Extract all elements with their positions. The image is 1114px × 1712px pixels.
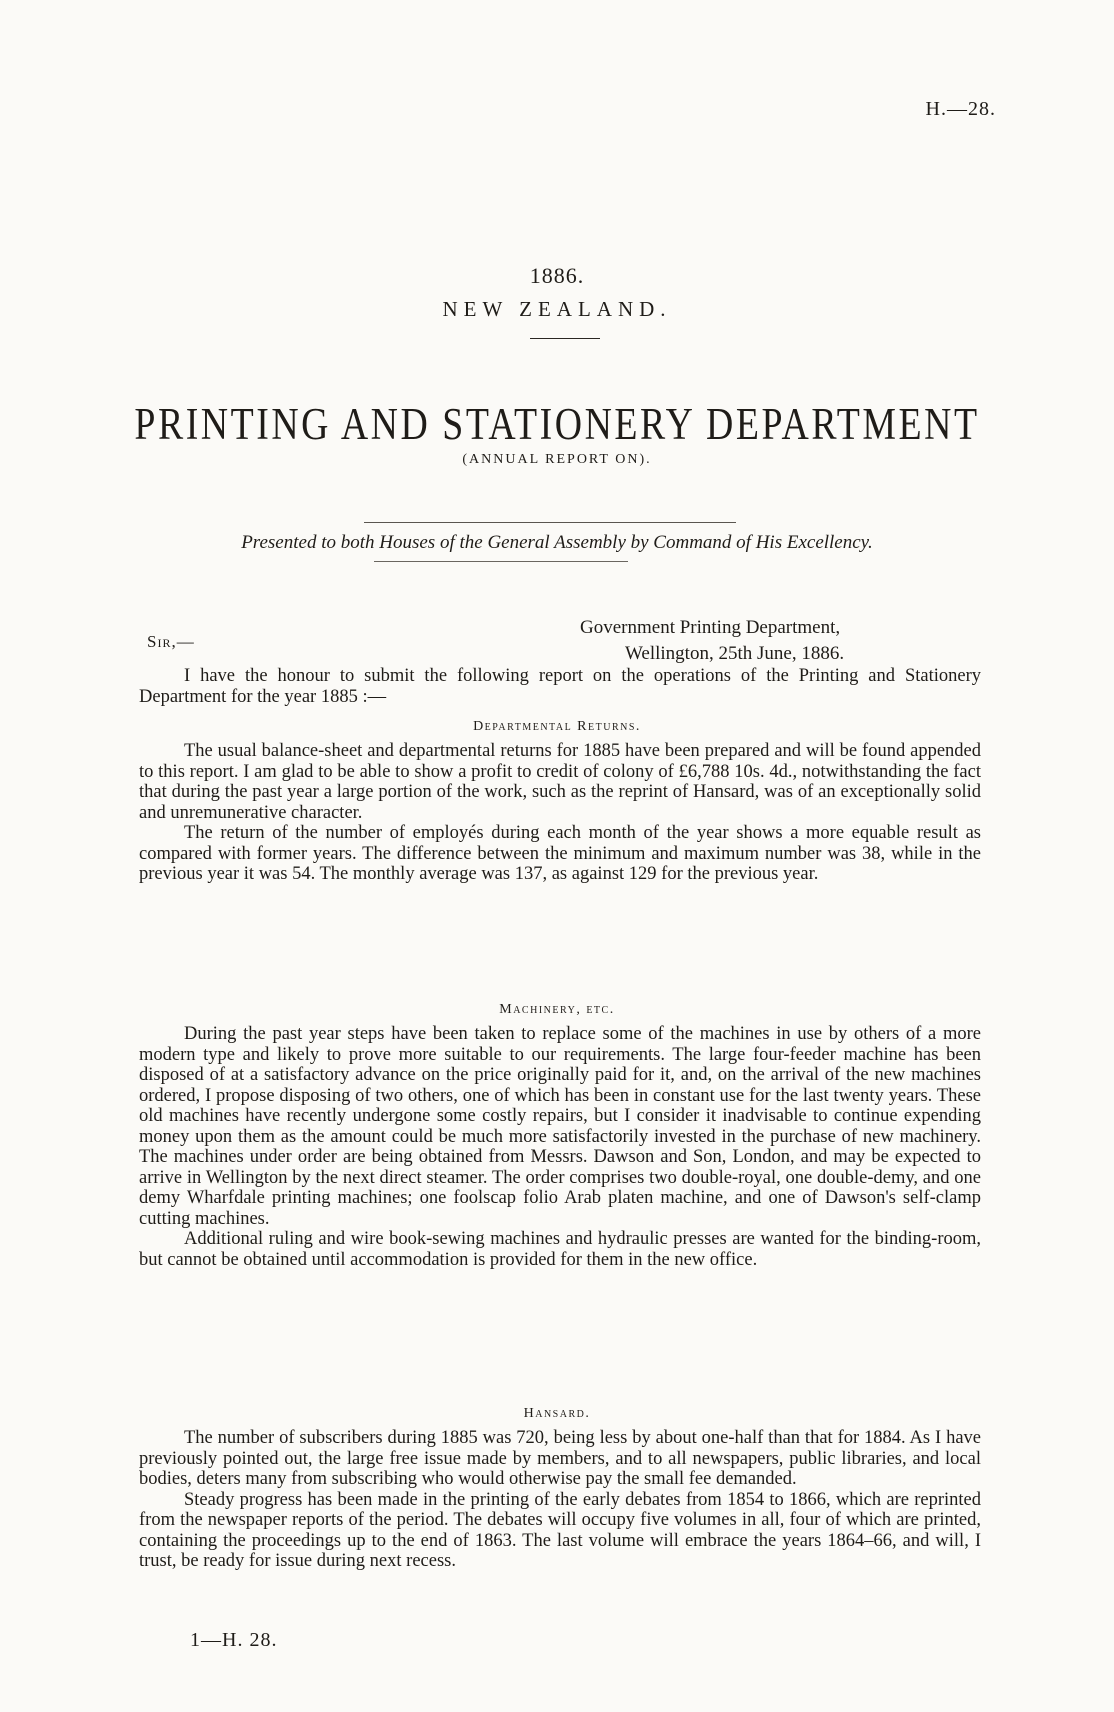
divider: [374, 561, 628, 562]
page-signature: 1—H. 28.: [190, 1629, 278, 1651]
section-heading-hansard: Hansard.: [523, 1406, 591, 1421]
paragraph: Additional ruling and wire book-sewing machines and hydraulic presses are wanted for the binding-room, but cannot be obtained until accommodation is provided for them in the new office.: [139, 1229, 981, 1270]
report-subtitle: (ANNUAL REPORT ON).: [462, 452, 652, 467]
presented-line: Presented to both Houses of the General Assembly by Command of His Excellency.: [241, 532, 873, 553]
paragraph: The usual balance-sheet and departmental returns for 1885 have been prepared and will be found appended to this report. I am glad to be able to show a profit to credit of colony of £6,788 10s. 4d., notwithstanding the fact that during the past year a large portion of the work, such as the reprint of Hansard, was of an exceptionally solid and unremunerative character.: [139, 741, 981, 823]
sender-address-line: Government Printing Department,: [580, 617, 841, 638]
intro-paragraph: I have the honour to submit the following report on the operations of the Printing and Stationery Department for the year 1885 :—: [139, 666, 981, 707]
divider: [364, 522, 736, 523]
country: NEW ZEALAND.: [442, 297, 672, 321]
report-title: PRINTING AND STATIONERY DEPARTMENT: [134, 399, 980, 449]
document-reference: H.—28.: [925, 98, 996, 120]
section-heading-departmental: Departmental Returns.: [473, 719, 641, 734]
section-heading-machinery: Machinery, etc.: [499, 1002, 615, 1017]
departmental-section: [139, 741, 981, 885]
salutation: Sir,—: [147, 632, 195, 651]
paragraph: During the past year steps have been taken to replace some of the machines in use by others of a more modern type and likely to prove more suitable to our requirements. The large four-feeder machine has been disposed of at a satisfactory advance on the price originally paid for it, and, on the arrival of the new machines ordered, I propose disposing of two others, one of which has been in constant use for the last twenty years. These old machines have recently undergone some costly repairs, but I consider it inadvisable to continue expending money upon them as the amount could be much more satisfactorily invested in the purchase of new machinery. The machines under order are being obtained from Messrs. Dawson and Son, London, and may be expected to arrive in Wellington by the next direct steamer. The order comprises two double-royal, one double-demy, and one demy Wharfdale printing machines; one foolscap folio Arab platen machine, and one of Dawson's self-clamp cutting machines.: [139, 1024, 981, 1229]
paragraph: The return of the number of employés during each month of the year shows a more equable result as compared with former years. The difference between the minimum and maximum number was 38, while in the previous year it was 54. The monthly average was 137, as against 129 for the previous year.: [139, 823, 981, 884]
machinery-section: [139, 1024, 981, 1270]
hansard-section: [139, 1428, 981, 1572]
intro-paragraph-block: [139, 666, 981, 707]
paragraph: Steady progress has been made in the printing of the early debates from 1854 to 1866, which are reprinted from the newspaper reports of the period. The debates will occupy five volumes in all, four of which are printed, containing the proceedings up to the end of 1863. The last volume will embrace the years 1864–66, and will, I trust, be ready for issue during next recess.: [139, 1489, 981, 1571]
sender-date-line: Wellington, 25th June, 1886.: [625, 643, 845, 664]
divider: [530, 338, 600, 339]
paragraph: The number of subscribers during 1885 was 720, being less by about one-half than that for 1884. As I have previously pointed out, the large free issue made by members, and to all newspapers, public libraries, and local bodies, deters many from subscribing who would otherwise pay the small fee demanded.: [139, 1428, 981, 1489]
year: 1886.: [529, 263, 585, 288]
